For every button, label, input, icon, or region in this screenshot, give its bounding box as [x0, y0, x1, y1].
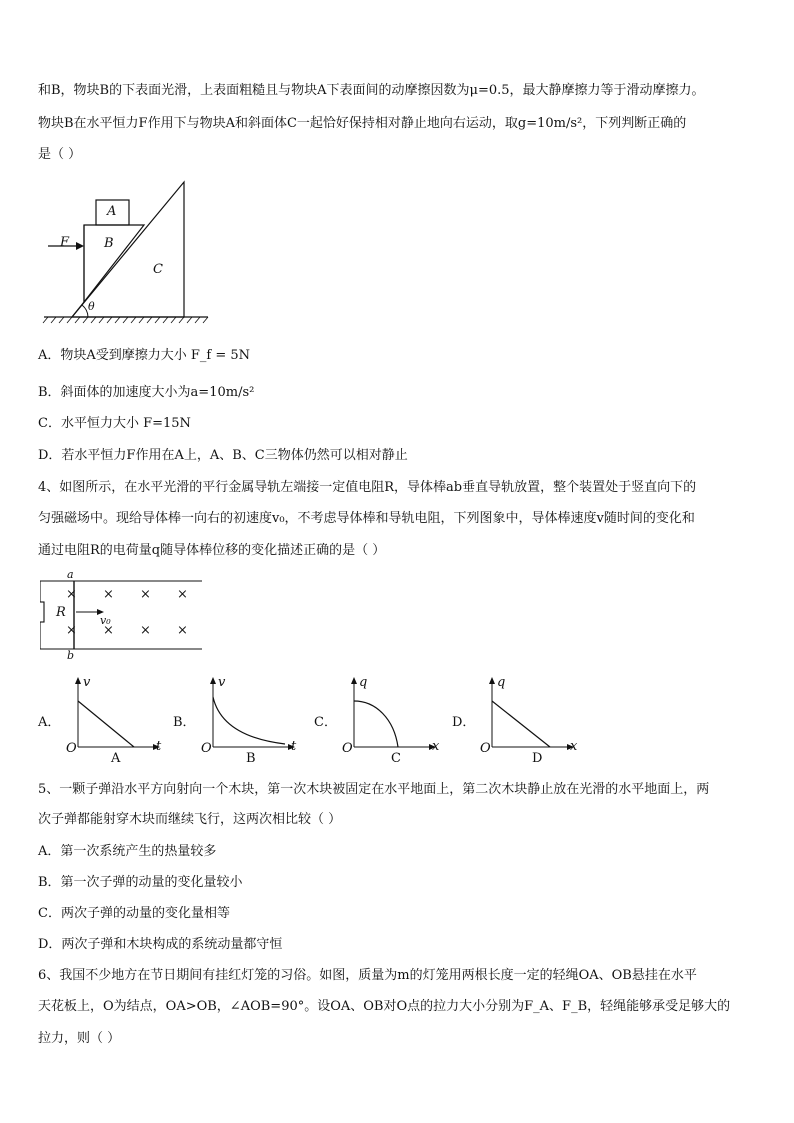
label-block-b: B	[104, 236, 114, 251]
q6-text-line-2: 天花板上，O为结点，OA>OB，∠AOB=90°。设OA、OB对O点的拉力大小分别为F_A、F_B，轻绳能够承受足够大的	[38, 999, 731, 1014]
q4-figure-circuit	[40, 568, 210, 663]
q3-option-a: A．物块A受到摩擦力大小 F_f = 5N	[38, 348, 251, 363]
q5-text-line-1: 5、一颗子弹沿水平方向射向一个木块，第一次木块被固定在水平地面上，第二次木块静止放在光滑的水平地面上，两	[38, 782, 710, 797]
graph-b-option: B．	[173, 715, 196, 730]
field-cross: ×	[103, 587, 114, 602]
q4-text-line-1: 4、如图所示，在水平光滑的平行金属导轨左端接一定值电阻R，导体棒ab垂直导轨放置，整个装置处于竖直向下的	[38, 480, 697, 495]
label-resistor-r: R	[56, 605, 66, 620]
graph-c-ylabel: q	[359, 675, 368, 690]
graph-b-name: B	[246, 751, 256, 766]
q4-text-line-3: 通过电阻R的电荷量q随导体棒位移的变化描述正确的是（ ）	[38, 543, 386, 558]
graph-d-name: D	[532, 751, 543, 766]
graph-d-ylabel: q	[497, 675, 506, 690]
q3-option-b: B．斜面体的加速度大小为a=10m/s²	[38, 385, 255, 400]
field-cross: ×	[66, 587, 77, 602]
field-cross: ×	[140, 587, 151, 602]
graph-a-name: A	[111, 751, 121, 766]
graph-a-ylabel: v	[83, 675, 91, 690]
graph-b-origin: O	[201, 741, 212, 756]
q3-option-c: C．水平恒力大小 F=15N	[38, 416, 191, 431]
q5-option-c: C．两次子弹的动量的变化量相等	[38, 906, 230, 921]
q3-text-line-3: 是（ ）	[38, 147, 82, 162]
field-cross: ×	[140, 623, 151, 638]
q3-option-d: D．若水平恒力F作用在A上，A、B、C三物体仍然可以相对静止	[38, 448, 408, 463]
q4-text-line-2: 匀强磁场中。现给导体棒一向右的初速度v₀，不考虑导体棒和导轨电阻，下列图象中，导体棒速度v随时间的变化和	[38, 511, 695, 526]
q5-option-a: A．第一次系统产生的热量较多	[38, 844, 217, 859]
q4-graph-b	[173, 675, 303, 770]
q4-graph-c	[314, 675, 444, 770]
graph-b-ylabel: v	[218, 675, 226, 690]
graph-c-option: C．	[314, 715, 337, 730]
graph-b-xlabel: t	[291, 739, 297, 754]
q4-graph-a	[38, 675, 168, 770]
label-a: a	[67, 568, 74, 581]
graph-a-origin: O	[66, 741, 77, 756]
graph-d-origin: O	[480, 741, 491, 756]
q6-text-line-3: 拉力，则（ ）	[38, 1031, 121, 1046]
label-force-f: F	[60, 235, 70, 250]
q4-graph-d	[452, 675, 582, 770]
q3-figure-incline	[40, 180, 220, 325]
graph-a-option: A．	[38, 715, 61, 730]
q5-option-d: D．两次子弹和木块构成的系统动量都守恒	[38, 937, 283, 952]
label-b: b	[67, 649, 75, 662]
q5-option-b: B．第一次子弹的动量的变化量较小	[38, 875, 243, 890]
graph-c-name: C	[391, 751, 401, 766]
field-cross: ×	[177, 623, 188, 638]
field-cross: ×	[66, 623, 77, 638]
q5-text-line-2: 次子弹都能射穿木块而继续飞行，这两次相比较（ ）	[38, 812, 342, 827]
label-block-a: A	[107, 204, 117, 219]
field-cross: ×	[103, 623, 114, 638]
label-theta: θ	[88, 300, 95, 313]
graph-c-origin: O	[342, 741, 353, 756]
q3-text-line-1: 和B，物块B的下表面光滑，上表面粗糙且与物块A下表面间的动摩擦因数为μ=0.5，最大静摩擦力等于滑动摩擦力。	[38, 83, 705, 98]
q6-text-line-1: 6、我国不少地方在节日期间有挂红灯笼的习俗。如图，质量为m的灯笼用两根长度一定的轻绳OA、OB悬挂在水平	[38, 968, 697, 983]
graph-a-xlabel: t	[156, 739, 162, 754]
graph-d-xlabel: x	[570, 739, 578, 754]
graph-c-xlabel: x	[432, 739, 440, 754]
field-cross: ×	[177, 587, 188, 602]
graph-d-option: D．	[452, 715, 476, 730]
q3-text-line-2: 物块B在水平恒力F作用下与物块A和斜面体C一起恰好保持相对静止地向右运动，取g=10m/s²，下列判断正确的	[38, 116, 687, 131]
label-incline-c: C	[153, 262, 163, 277]
label-v0: v₀	[100, 614, 111, 627]
